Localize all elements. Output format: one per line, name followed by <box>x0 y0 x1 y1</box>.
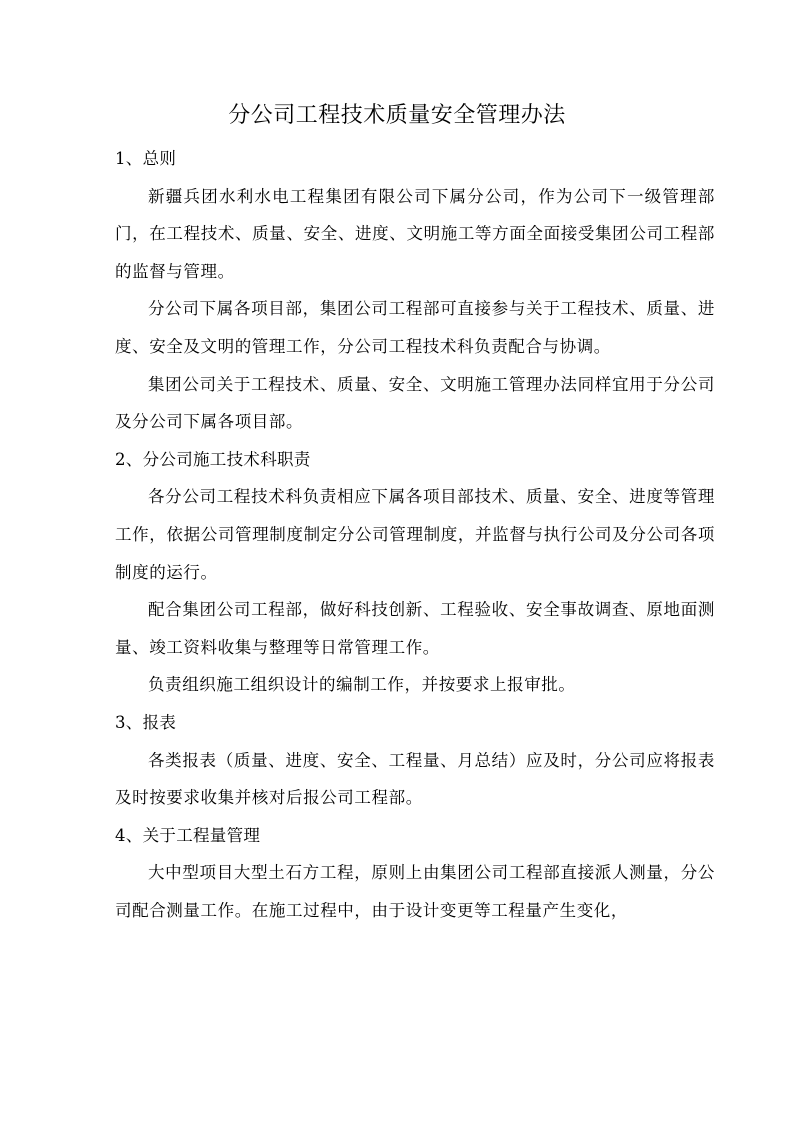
paragraph: 大中型项目大型土石方工程，原则上由集团公司工程部直接派人测量，分公司配合测量工作。在施工过程中，由于设计变更等工程量产生变化， <box>115 863 715 920</box>
document-title: 分公司工程技术质量安全管理办法 <box>228 103 566 128</box>
paragraph: 配合集团公司工程部，做好科技创新、工程验收、安全事故调查、原地面测量、竣工资料收集与整理等日常管理工作。 <box>115 600 715 657</box>
section-heading: 2、分公司施工技术科职责 <box>115 449 311 469</box>
document-body <box>115 140 715 929</box>
section-general <box>115 140 715 441</box>
section-heading: 3、报表 <box>115 712 177 732</box>
section-heading: 1、总则 <box>115 149 177 168</box>
paragraph: 新疆兵团水利水电工程集团有限公司下属分公司，作为公司下一级管理部门，在工程技术、质量、安全、进度、文明施工等方面全面接受集团公司工程部的监督与管理。 <box>115 186 715 281</box>
paragraph: 分公司下属各项目部，集团公司工程部可直接参与关于工程技术、质量、进度、安全及文明的管理工作，分公司工程技术科负责配合与协调。 <box>115 299 715 356</box>
section-quantity-management <box>115 817 715 930</box>
section-tech-dept-duties <box>115 441 715 704</box>
section-reports <box>115 704 715 817</box>
paragraph: 负责组织施工组织设计的编制工作，并按要求上报审批。 <box>148 675 576 695</box>
section-heading: 4、关于工程量管理 <box>115 825 261 845</box>
paragraph: 集团公司关于工程技术、质量、安全、文明施工管理办法同样宜用于分公司及分公司下属各项目部。 <box>115 374 715 432</box>
paragraph: 各类报表（质量、进度、安全、工程量、月总结）应及时，分公司应将报表及时按要求收集并核对后报公司工程部。 <box>115 750 715 808</box>
paragraph: 各分公司工程技术科负责相应下属各项目部技术、质量、安全、进度等管理工作，依据公司管理制度制定分公司管理制度，并监督与执行公司及分公司各项制度的运行。 <box>115 487 715 582</box>
